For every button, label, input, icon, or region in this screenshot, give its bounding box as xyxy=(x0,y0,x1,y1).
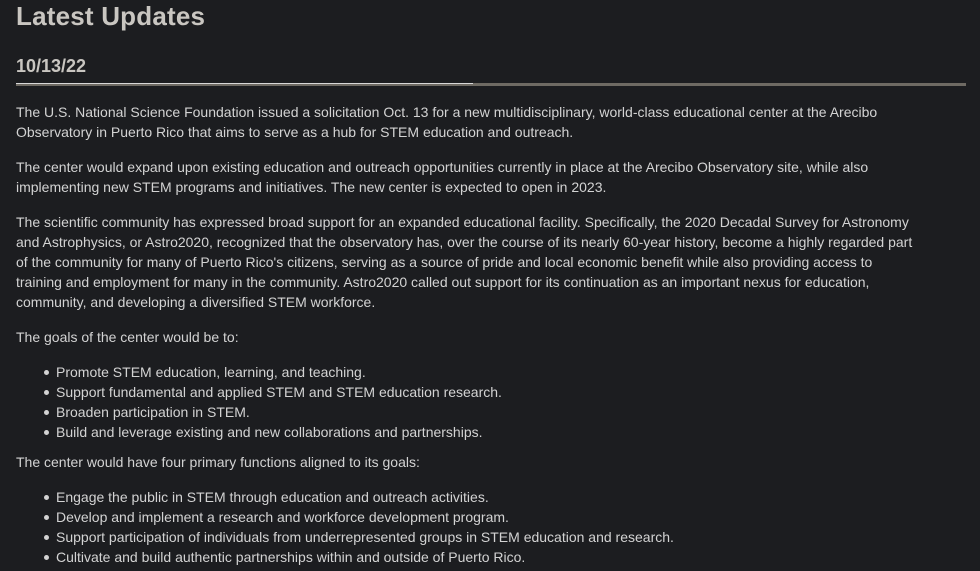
list-item: Cultivate and build authentic partnerships within and outside of Puerto Rico. xyxy=(56,547,916,567)
list-item: Engage the public in STEM through education and outreach activities. xyxy=(56,487,916,507)
list-item: Broaden participation in STEM. xyxy=(56,402,916,422)
goals-intro: The goals of the center would be to: xyxy=(16,329,239,345)
article-body xyxy=(16,102,916,571)
paragraph: The scientific community has expressed broad support for an expanded educational facility. Specifically, the 2020 Decadal Survey for Astronomy and Astrophysics, or Astro2020, recognized that the observatory has, over the course of its nearly 60-year history, become a highly regarded part of the community for many of Puerto Rico's citizens, serving as a source of pride and local economic benefit while also providing access to training and employment for many in the community. Astro2020 called out support for its continuation as an important nexus for education, community, and developing a diversified STEM workforce. xyxy=(16,214,913,310)
page-title: Latest Updates xyxy=(16,1,206,31)
paragraph: The U.S. National Science Foundation issued a solicitation Oct. 13 for a new multidisciplinary, world-class educational center at the Arecibo Observatory in Puerto Rico that aims to serve as a hub for STEM education and outreach. xyxy=(16,104,878,140)
list-item: Support participation of individuals from underrepresented groups in STEM education and research. xyxy=(56,527,916,547)
goals-list xyxy=(16,362,916,442)
functions-intro: The center would have four primary functions aligned to its goals: xyxy=(16,454,420,470)
section-divider-highlight xyxy=(16,83,473,84)
list-item: Build and leverage existing and new collaborations and partnerships. xyxy=(56,422,916,442)
list-item: Promote STEM education, learning, and teaching. xyxy=(56,362,916,382)
paragraph: The center would expand upon existing education and outreach opportunities currently in place at the Arecibo Observatory site, while also implementing new STEM programs and initiatives. The new center is expected to open in 2023. xyxy=(16,159,869,195)
functions-list xyxy=(16,487,916,567)
update-date: 10/13/22 xyxy=(16,56,87,76)
list-item: Support fundamental and applied STEM and STEM education research. xyxy=(56,382,916,402)
list-item: Develop and implement a research and workforce development program. xyxy=(56,507,916,527)
